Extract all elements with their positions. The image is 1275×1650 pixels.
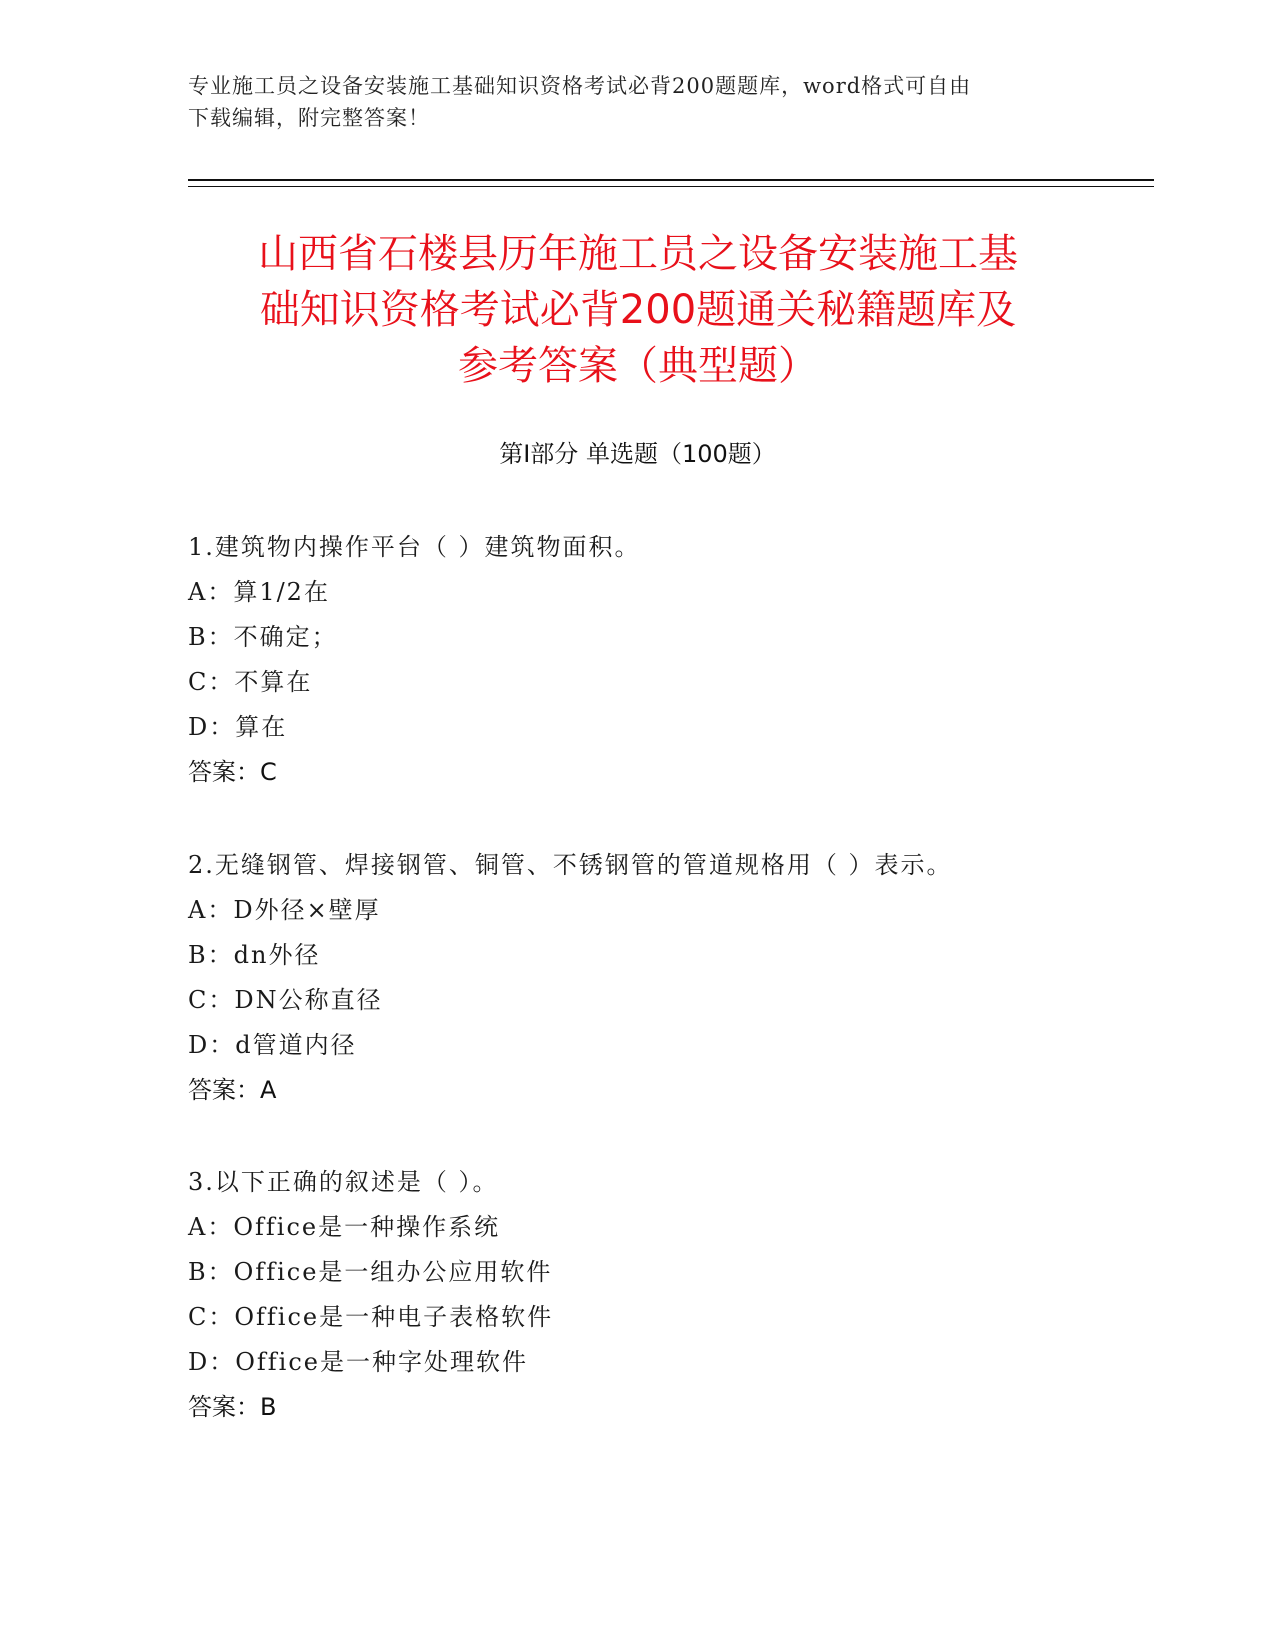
option-b: B：Office是一组办公应用软件: [188, 1258, 553, 1286]
option-b: B：dn外径: [188, 941, 321, 969]
option-a: A：算1/2在: [188, 578, 330, 606]
document-title-line-3: 参考答案（典型题）: [458, 343, 818, 389]
option-b: B：不确定；: [188, 623, 338, 651]
question-answer: 答案：C: [188, 758, 277, 786]
question-item: [188, 525, 1088, 795]
question-stem: 2.无缝钢管、焊接钢管、铜管、不锈钢管的管道规格用（ ）表示。: [188, 851, 953, 879]
question-answer: 答案：A: [188, 1076, 277, 1104]
question-item: [188, 1160, 1088, 1430]
header-divider-thick: [188, 179, 1154, 181]
question-answer: 答案：B: [188, 1393, 277, 1421]
question-item: [188, 843, 1088, 1113]
header-note-line-1: 专业施工员之设备安装施工基础知识资格考试必背200题题库，word格式可自由: [188, 74, 972, 98]
option-a: A：D外径×壁厚: [188, 896, 381, 924]
question-stem: 3.以下正确的叙述是（ ）。: [188, 1168, 499, 1196]
question-stem: 1.建筑物内操作平台（ ）建筑物面积。: [188, 533, 641, 561]
section-heading: 第Ⅰ部分 单选题（100题）: [499, 440, 776, 468]
header-note-line-2: 下载编辑，附完整答案！: [188, 106, 430, 130]
header-note: [188, 70, 1088, 134]
option-c: C：不算在: [188, 668, 313, 696]
option-d: D：算在: [188, 713, 288, 741]
option-c: C：DN公称直径: [188, 986, 383, 1014]
document-title: [188, 226, 1088, 394]
option-d: D：d管道内径: [188, 1031, 357, 1059]
document-title-line-1: 山西省石楼县历年施工员之设备安装施工基: [258, 231, 1018, 277]
option-a: A：Office是一种操作系统: [188, 1213, 501, 1241]
option-c: C：Office是一种电子表格软件: [188, 1303, 554, 1331]
header-divider-thin: [188, 186, 1154, 187]
option-d: D：Office是一种字处理软件: [188, 1348, 529, 1376]
document-title-line-2: 础知识资格考试必背200题通关秘籍题库及: [259, 287, 1017, 333]
